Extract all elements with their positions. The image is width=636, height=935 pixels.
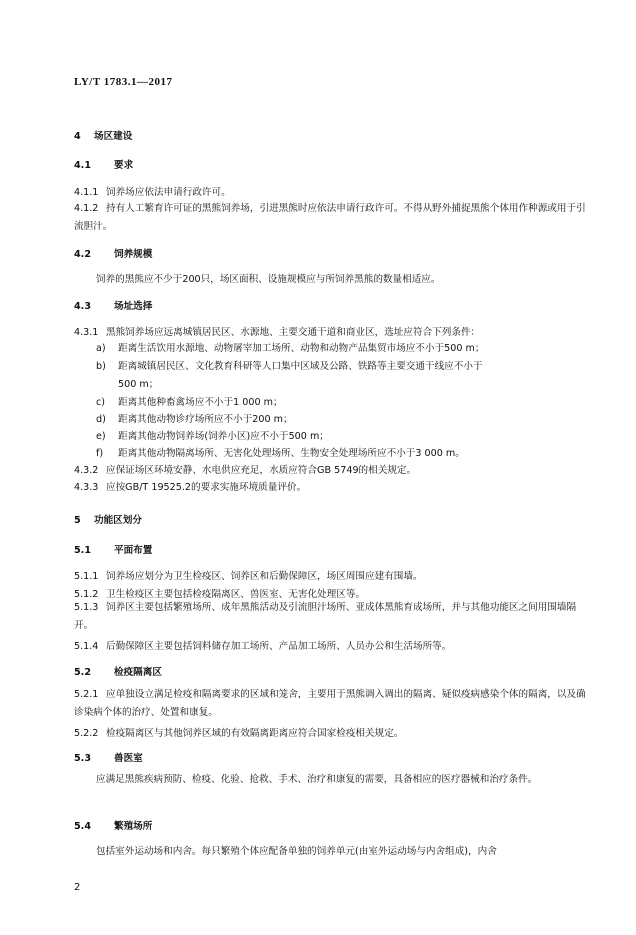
section-5-3-paragraph: 应满足黑熊疾病预防、检疫、化验、抢救、手术、治疗和康复的需要，具备相应的医疗器械和治疗条件。	[96, 774, 538, 785]
clause-4-3-3	[74, 479, 594, 493]
clause-number: 5.1.3	[74, 602, 99, 613]
section-title: 功能区划分	[94, 515, 142, 526]
section-number: 5.2	[74, 667, 91, 678]
clause-4-1-2	[74, 200, 590, 236]
clause-number: 5.1.2	[74, 589, 99, 600]
clause-text: 饲养区主要包括繁殖场所、成年黑熊活动及引流胆汁场所、亚成体黑熊育成场所，并与其他功能区之间用围墙隔开。	[74, 602, 577, 631]
list-item-tag: e)	[96, 431, 106, 442]
section-number: 5	[74, 515, 81, 526]
section-title: 兽医室	[114, 753, 143, 764]
section-number: 4.2	[74, 249, 91, 260]
section-title: 检疫隔离区	[114, 667, 162, 678]
clause-text: 应保证场区环境安静、水电供应充足，水质应符合GB 5749的相关规定。	[106, 465, 417, 476]
section-number: 4.3	[74, 301, 91, 312]
clause-number: 5.1.1	[74, 571, 99, 582]
section-5-4-heading	[74, 818, 594, 832]
clause-number: 4.3.2	[74, 465, 99, 476]
clause-number: 4.1.2	[74, 203, 99, 214]
clause-number: 5.2.1	[74, 689, 99, 700]
section-5-4-paragraph: 包括室外运动场和内舍。每只繁殖个体应配备单独的饲养单元(由室外运动场与内舍组成)，内舍	[96, 846, 497, 857]
list-item-tag: f)	[96, 448, 104, 459]
clause-text: 后勤保障区主要包括饲料储存加工场所、产品加工场所、人员办公和生活场所等。	[106, 641, 452, 652]
list-item-continuation: 500 m；	[118, 379, 159, 390]
list-item	[96, 411, 596, 425]
clause-text: 应单独设立满足检疫和隔离要求的区域和笼舍，主要用于黑熊调入调出的隔离、疑似疫病感染个体的隔离，以及确诊染病个体的治疗、处置和康复。	[74, 689, 586, 718]
section-title: 饲养规模	[114, 249, 153, 260]
clause-5-1-2	[74, 586, 594, 600]
list-item-text: 距离生活饮用水源地、动物屠宰加工场所、动物和动物产品集贸市场应不小于500 m；	[118, 343, 485, 354]
section-5-heading	[74, 512, 594, 526]
clause-5-1-1	[74, 568, 594, 582]
section-4-3-heading	[74, 298, 594, 312]
list-item-tag: c)	[96, 397, 106, 408]
clause-number: 4.3.1	[74, 327, 99, 338]
section-4-2-heading	[74, 246, 594, 260]
section-number: 5.4	[74, 821, 91, 832]
list-item-text: 距离其他种畜禽场应不小于1 000 m；	[118, 397, 283, 408]
section-4-heading	[74, 128, 594, 142]
section-title: 繁殖场所	[114, 821, 153, 832]
list-item-text: 距离城镇居民区、文化教育科研等人口集中区域及公路、铁路等主要交通干线应不小于	[118, 361, 483, 372]
clause-5-2-1	[74, 686, 590, 722]
clause-5-1-4	[74, 638, 594, 652]
section-title: 场区建设	[94, 131, 133, 142]
section-number: 5.1	[74, 545, 91, 556]
clause-number: 5.2.2	[74, 728, 99, 739]
page-number: 2	[74, 882, 81, 893]
section-5-2-heading	[74, 664, 594, 678]
clause-4-1-1	[74, 184, 594, 198]
clause-text: 饲养场应划分为卫生检疫区、饲养区和后勤保障区，场区周围应建有围墙。	[106, 571, 423, 582]
clause-number: 5.1.4	[74, 641, 99, 652]
list-item	[96, 394, 596, 408]
clause-text: 持有人工繁育许可证的黑熊饲养场，引进黑熊时应依法申请行政许可。不得从野外捕捉黑熊个体用作种源或用于引流胆汁。	[74, 203, 586, 232]
clause-5-2-2	[74, 725, 594, 739]
clause-text: 卫生检疫区主要包括检疫隔离区、兽医室、无害化处理区等。	[106, 589, 366, 600]
list-item-text: 距离其他动物隔离场所、无害化处理场所、生物安全处理场所应不小于3 000 m。	[118, 448, 465, 459]
list-item-tag: a)	[96, 343, 106, 354]
section-title: 平面布置	[114, 545, 153, 556]
list-item	[96, 445, 596, 459]
clause-5-1-3	[74, 599, 590, 635]
section-number: 5.3	[74, 753, 91, 764]
clause-text: 饲养场应依法申请行政许可。	[106, 187, 231, 198]
list-item-text: 距离其他动物诊疗场所应不小于200 m；	[118, 414, 293, 425]
section-5-3-heading	[74, 750, 594, 764]
clause-number: 4.3.3	[74, 482, 99, 493]
section-4-1-heading	[74, 157, 594, 171]
section-number: 4	[74, 131, 81, 142]
clause-number: 4.1.1	[74, 187, 99, 198]
section-4-2-paragraph: 饲养的黑熊应不少于200只，场区面积、设施规模应与所饲养黑熊的数量相适应。	[96, 274, 441, 285]
clause-text: 应按GB/T 19525.2的要求实施环境质量评价。	[106, 482, 307, 493]
list-item-text: 距离其他动物饲养场(饲养小区)应不小于500 m；	[118, 431, 329, 442]
clause-4-3-1	[74, 324, 594, 338]
standard-code: LY/T 1783.1—2017	[74, 76, 173, 88]
list-item-tag: b)	[96, 361, 106, 372]
clause-text: 检疫隔离区与其他饲养区域的有效隔离距离应符合国家检疫相关规定。	[106, 728, 404, 739]
list-item	[96, 358, 596, 372]
section-number: 4.1	[74, 160, 91, 171]
list-item	[96, 340, 596, 354]
section-title: 场址选择	[114, 301, 153, 312]
section-title: 要求	[114, 160, 134, 171]
clause-text: 黑熊饲养场应远离城镇居民区、水源地、主要交通干道和商业区，选址应符合下列条件：	[106, 327, 481, 338]
list-item	[96, 428, 596, 442]
clause-4-3-2	[74, 462, 594, 476]
list-item-tag: d)	[96, 414, 106, 425]
section-5-1-heading	[74, 542, 594, 556]
